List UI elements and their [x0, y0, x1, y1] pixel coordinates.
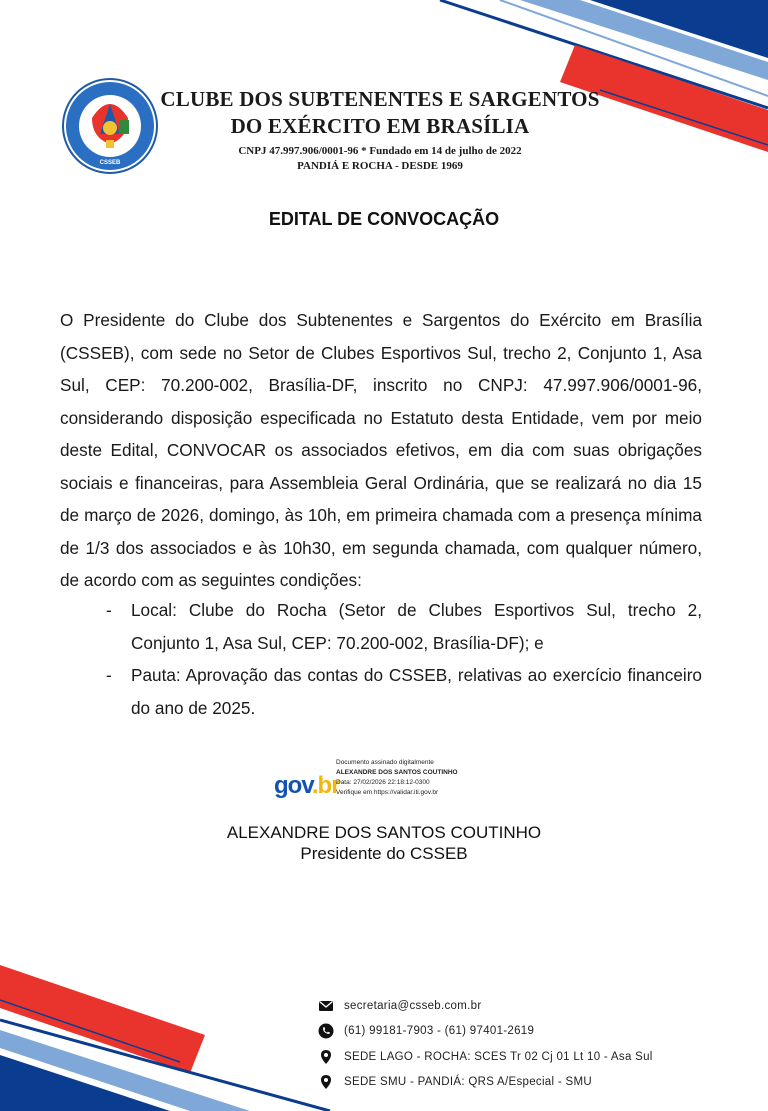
bullet: -	[106, 600, 112, 620]
logo-acronym: CSSEB	[99, 160, 121, 166]
contact-email	[318, 993, 653, 1019]
club-name-line-2: DO EXÉRCITO EM BRASÍLIA	[230, 114, 530, 138]
contact-text: secretaria@csseb.com.br	[344, 999, 482, 1012]
condition-text: Local: Clube do Rocha (Setor de Clubes Esportivos Sul, trecho 2, Conjunto 1, Asa Sul, CEP: 70.200-002, Brasília-DF); e	[131, 600, 702, 653]
location-pin-icon	[318, 1049, 334, 1065]
list-item	[60, 594, 702, 659]
contact-text: SEDE SMU - PANDIÁ: QRS A/Especial - SMU	[344, 1076, 592, 1089]
condition-text: Pauta: Aprovação das contas do CSSEB, relativas ao exercício financeiro do ano de 2025.	[131, 665, 702, 718]
contact-text: SEDE LAGO - ROCHA: SCES Tr 02 Cj 01 Lt 10 - Asa Sul	[344, 1050, 653, 1063]
contact-address-lago	[318, 1044, 653, 1070]
signature-date: Data: 27/02/2026 22:18:12-0300	[336, 779, 430, 786]
signer-name: ALEXANDRE DOS SANTOS COUTINHO	[226, 823, 542, 842]
contact-phone	[318, 1019, 653, 1045]
contact-address-smu	[318, 1070, 653, 1096]
contact-text: (61) 99181-7903 - (61) 97401-2619	[344, 1025, 535, 1038]
signature-verify: Verifique em https://validar.iti.gov.br	[336, 789, 439, 796]
govbr-logo: gov.br	[274, 772, 340, 799]
list-item	[60, 659, 702, 724]
club-subtitle: PANDIÁ E ROCHA - DESDE 1969	[297, 160, 463, 172]
club-name-line-1: CLUBE DOS SUBTENENTES E SARGENTOS	[160, 87, 600, 111]
letterhead	[160, 86, 600, 174]
signature-info	[336, 758, 536, 798]
location-pin-icon	[318, 1074, 334, 1090]
document-body: O Presidente do Clube dos Subtenentes e Sargentos do Exército em Brasília (CSSEB), com sede no Setor de Clubes Esportivos Sul, trecho 2, Conjunto 1, Asa Sul, CEP: 70.200-002, Brasília-DF, inscrito no CNPJ: 47.997.906/0001-96, considerando disposição especificada no Estatuto desta Entidade, vem por meio deste Edital, CONVOCAR os associados efetivos, em dia com suas obrigações sociais e financeiras, para Assembleia Geral Ordinária, que se realizará no dia 15 de março de 2026, domingo, às 10h, em primeira chamada com a presença mínima de 1/3 dos associados e às 10h30, em segunda chamada, com qualquer número, de acordo com as seguintes condições:	[60, 310, 702, 590]
cnpj-line: CNPJ 47.997.906/0001-96 * Fundado em 14 de julho de 2022	[238, 145, 522, 157]
phone-icon	[318, 1023, 334, 1039]
document-title: EDITAL DE CONVOCAÇÃO	[268, 209, 500, 229]
contact-footer	[318, 993, 653, 1095]
signer-block	[0, 822, 768, 864]
mail-icon	[318, 998, 334, 1014]
conditions-list	[60, 594, 702, 724]
bullet: -	[106, 665, 112, 685]
signer-role: Presidente do CSSEB	[300, 844, 468, 863]
signature-label: Documento assinado digitalmente	[336, 759, 434, 766]
signature-signer: ALEXANDRE DOS SANTOS COUTINHO	[336, 769, 458, 776]
club-logo	[62, 78, 158, 174]
